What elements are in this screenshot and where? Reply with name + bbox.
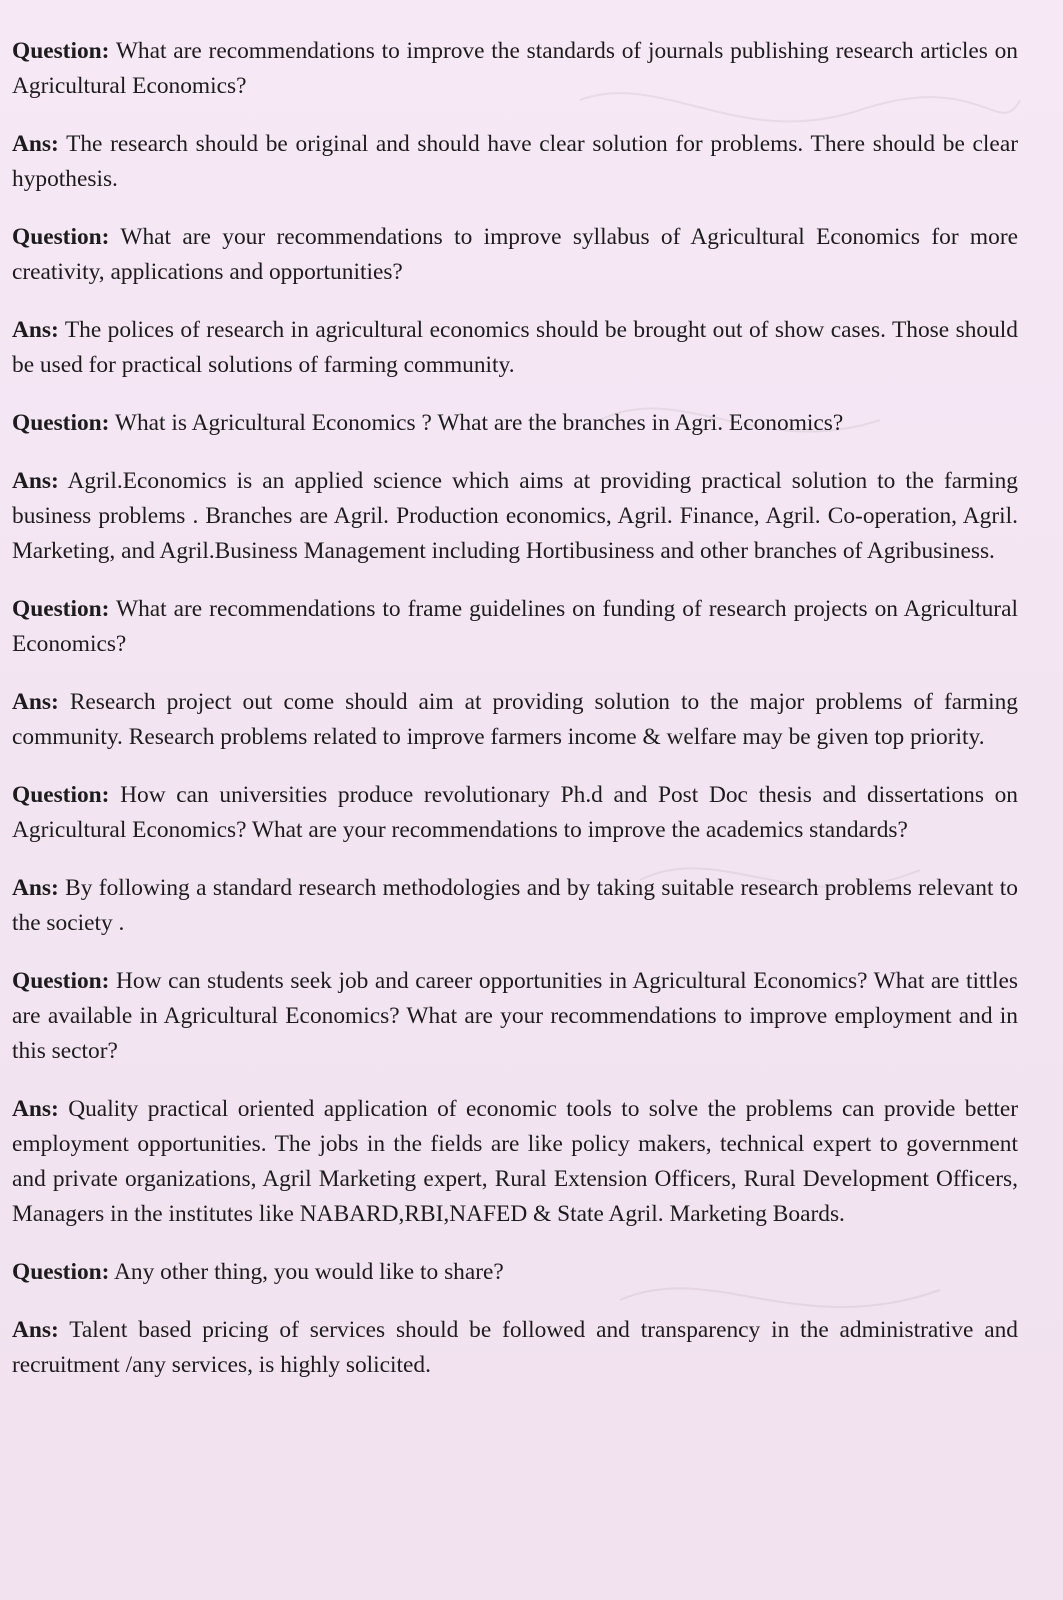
answer-text: The research should be original and should have clear solution for problems. There should be clear hypothesis. xyxy=(12,131,1018,192)
question-text: How can students seek job and career opportunities in Agricultural Economics? What are tittles are available in Agricultural Economics? What are your recommendations to improve employment and in this sector? xyxy=(12,968,1018,1064)
answer-label: Ans: xyxy=(12,1317,59,1343)
answer-text: Talent based pricing of services should be followed and transparency in the administrative and recruitment /any services, is highly solicited. xyxy=(12,1317,1018,1378)
question-7 xyxy=(12,1255,1018,1290)
answer-label: Ans: xyxy=(12,468,59,494)
answer-5 xyxy=(12,871,1018,941)
answer-text: By following a standard research methodologies and by taking suitable research problems relevant to the society . xyxy=(12,875,1018,936)
question-label: Question: xyxy=(12,224,110,250)
answer-label: Ans: xyxy=(12,689,59,715)
question-5 xyxy=(12,778,1018,848)
answer-text: The polices of research in agricultural economics should be brought out of show cases. Those should be used for practical solutions of farming community. xyxy=(12,317,1018,378)
answer-label: Ans: xyxy=(12,317,59,343)
answer-7 xyxy=(12,1313,1018,1383)
question-label: Question: xyxy=(12,782,110,808)
answer-label: Ans: xyxy=(12,131,59,157)
answer-4 xyxy=(12,685,1018,755)
question-3 xyxy=(12,406,1018,441)
answer-text: Agril.Economics is an applied science which aims at providing practical solution to the farming business problems . Branches are Agril. Production economics, Agril. Finance, Agril. Co-operation, Agril. Marketing, and Agril.Business Management including Hortibusiness and other branches of Agribusiness. xyxy=(12,468,1018,564)
answer-2 xyxy=(12,313,1018,383)
answer-text: Quality practical oriented application of economic tools to solve the problems can provide better employment opportunities. The jobs in the fields are like policy makers, technical expert to government and private organizations, Agril Marketing expert, Rural Extension Officers, Rural Development Officers, Managers in the institutes like NABARD,RBI,NAFED & State Agril. Marketing Boards. xyxy=(12,1096,1018,1227)
question-4 xyxy=(12,592,1018,662)
question-text: Any other thing, you would like to share? xyxy=(114,1259,504,1285)
question-text: What are your recommendations to improve syllabus of Agricultural Economics for more creativity, applications and opportunities? xyxy=(12,224,1018,285)
qa-content xyxy=(12,34,1018,1406)
question-text: How can universities produce revolutionary Ph.d and Post Doc thesis and dissertations on Agricultural Economics? What are your recommendations to improve the academics standards? xyxy=(12,782,1018,843)
answer-3 xyxy=(12,464,1018,569)
question-text: What is Agricultural Economics ? What are the branches in Agri. Economics? xyxy=(114,410,844,436)
answer-label: Ans: xyxy=(12,875,59,901)
answer-label: Ans: xyxy=(12,1096,59,1122)
question-label: Question: xyxy=(12,1259,110,1285)
question-label: Question: xyxy=(12,410,110,436)
question-text: What are recommendations to improve the standards of journals publishing research articles on Agricultural Economics? xyxy=(12,38,1018,99)
answer-text: Research project out come should aim at providing solution to the major problems of farming community. Research problems related to improve farmers income & welfare may be given top priority. xyxy=(12,689,1018,750)
question-label: Question: xyxy=(12,596,110,622)
question-label: Question: xyxy=(12,968,110,994)
question-1 xyxy=(12,34,1018,104)
question-2 xyxy=(12,220,1018,290)
question-label: Question: xyxy=(12,38,110,64)
answer-1 xyxy=(12,127,1018,197)
question-6 xyxy=(12,964,1018,1069)
question-text: What are recommendations to frame guidelines on funding of research projects on Agricultural Economics? xyxy=(12,596,1018,657)
answer-6 xyxy=(12,1092,1018,1232)
